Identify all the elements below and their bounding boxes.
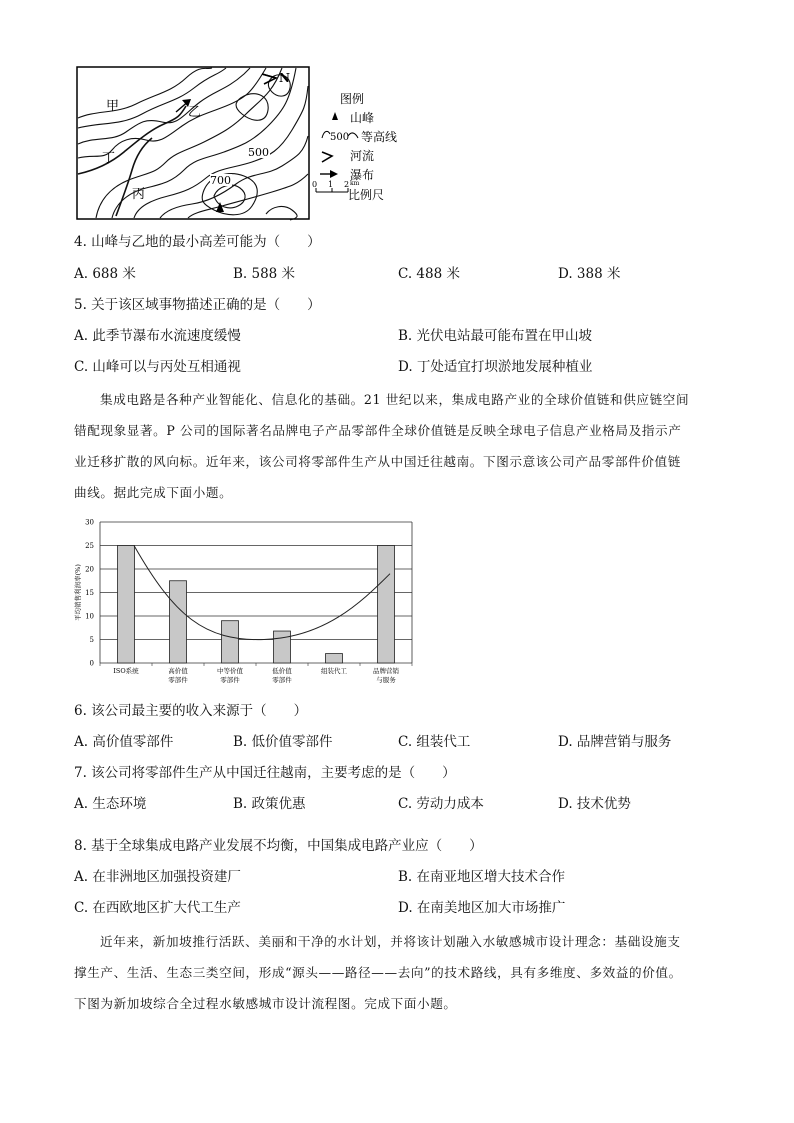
passage-1	[74, 384, 724, 508]
q8-stem: 8. 基于全球集成电路产业发展不均衡，中国集成电路产业应（ ）	[74, 838, 483, 854]
value-chain-chart-svg	[72, 512, 422, 692]
y-tick-label: 20	[85, 565, 94, 574]
place-jia: 甲	[106, 99, 120, 114]
contour-map-figure	[76, 66, 410, 224]
svg-text:km: km	[350, 180, 360, 187]
y-tick-label: 0	[89, 659, 94, 668]
x-tick-label: ISO系统	[113, 667, 139, 675]
value-chain-chart	[72, 512, 422, 692]
bar	[222, 621, 239, 663]
x-tick-label: 品牌营销	[373, 667, 399, 675]
y-tick-label: 30	[85, 518, 94, 527]
passage-2	[74, 926, 724, 1019]
x-tick-label: 零部件	[168, 676, 188, 684]
q6-option-c[interactable]: C. 组装代工	[398, 734, 471, 750]
q6-option-d[interactable]: D. 品牌营销与服务	[558, 734, 672, 750]
q7-option-a[interactable]: A. 生态环境	[74, 796, 147, 812]
x-tick-label: 高价值	[168, 667, 188, 675]
q5-option-a[interactable]: A. 此季节瀑布水流速度缓慢	[74, 328, 241, 344]
bar	[274, 631, 291, 663]
q6-stem: 6. 该公司最主要的收入来源于（ ）	[74, 703, 308, 719]
passage-1-line: 曲线。据此完成下面小题。	[74, 485, 233, 500]
passage-1-line: 错配现象显著。P 公司的国际著名品牌电子产品零部件全球价值链是反映全球电子信息产业格局及指示产	[74, 423, 682, 438]
passage-1-line: 集成电路是各种产业智能化、信息化的基础。21 世纪以来，集成电路产业的全球价值链和供应链空间	[100, 392, 690, 407]
y-tick-label: 10	[85, 612, 94, 621]
x-tick-label: 零部件	[220, 676, 240, 684]
q8-option-c[interactable]: C. 在西欧地区扩大代工生产	[74, 900, 241, 916]
q4-stem: 4. 山峰与乙地的最小高差可能为（ ）	[74, 234, 321, 250]
x-tick-label: 组装代工	[321, 667, 347, 675]
legend-title: 图例	[340, 92, 365, 106]
q5-option-c[interactable]: C. 山峰可以与丙处互相通视	[74, 359, 241, 375]
place-bing: 丙	[132, 187, 146, 202]
y-axis-label: 平均销售利润率(%)	[74, 564, 82, 621]
x-tick-label: 与服务	[376, 676, 396, 684]
svg-text:2: 2	[344, 180, 350, 189]
legend-river-icon	[322, 152, 332, 162]
q5-stem: 5. 关于该区域事物描述正确的是（ ）	[74, 297, 321, 313]
q8-option-d[interactable]: D. 在南美地区加大市场推广	[398, 900, 566, 916]
passage-2-line: 近年来，新加坡推行活跃、美丽和干净的水计划，并将该计划融入水敏感城市设计理念：基础设施支	[100, 934, 681, 949]
map-frame	[77, 67, 309, 219]
passage-2-line: 下图为新加坡综合全过程水敏感城市设计流程图。完成下面小题。	[74, 996, 457, 1011]
contour-label-700: 700	[210, 174, 231, 187]
contour-map	[76, 66, 410, 224]
x-tick-label: 低价值	[272, 667, 292, 675]
legend-contour-value: 500	[330, 132, 350, 143]
q7-option-c[interactable]: C. 劳动力成本	[398, 796, 484, 812]
bar	[118, 546, 135, 664]
q8-option-a[interactable]: A. 在非洲地区加强投资建厂	[74, 869, 241, 885]
place-ding: 丁	[102, 151, 116, 166]
legend-scale: 比例尺	[348, 188, 385, 202]
q7-option-d[interactable]: D. 技术优势	[558, 796, 631, 812]
q6-option-a[interactable]: A. 高价值零部件	[74, 734, 174, 750]
q4-option-d[interactable]: D. 388 米	[558, 266, 621, 282]
legend-peak-icon	[332, 112, 338, 120]
legend-waterfall: 瀑布	[350, 168, 375, 182]
svg-text:0: 0	[312, 180, 318, 189]
legend-contour: 等高线	[361, 130, 398, 144]
y-tick-label: 25	[85, 542, 94, 550]
legend-contour-icon	[322, 131, 330, 138]
bar	[170, 581, 187, 663]
y-tick-label: 15	[85, 589, 94, 597]
map-legend	[312, 91, 397, 202]
q4-option-c[interactable]: C. 488 米	[398, 266, 460, 282]
passage-1-line: 业迁移扩散的风向标。近年来，该公司将零部件生产从中国迁往越南。下图示意该公司产品零部件价值链	[74, 454, 681, 469]
passage-2-line: 撑生产、生活、生态三类空间，形成“源头——路径——去向”的技术路线，具有多维度、多效益的价值。	[74, 965, 682, 980]
contour-label-500: 500	[248, 146, 269, 159]
q5-option-d[interactable]: D. 丁处适宜打坝淤地发展种植业	[398, 359, 593, 375]
legend-waterfall-icon	[320, 170, 338, 178]
x-tick-label: 中等价值	[217, 667, 243, 675]
x-tick-label: 零部件	[272, 676, 292, 684]
q8-option-b[interactable]: B. 在南亚地区增大技术合作	[398, 869, 566, 885]
legend-peak: 山峰	[350, 111, 375, 125]
place-yi: 乙	[188, 105, 202, 120]
north-label: N	[279, 71, 290, 85]
bar	[326, 654, 343, 663]
q4-option-a[interactable]: A. 688 米	[74, 266, 136, 282]
q7-option-b[interactable]: B. 政策优惠	[233, 796, 306, 812]
q7-stem: 7. 该公司将零部件生产从中国迁往越南，主要考虑的是（ ）	[74, 765, 456, 781]
legend-river: 河流	[350, 149, 375, 163]
svg-text:1: 1	[328, 180, 334, 189]
y-tick-label: 5	[89, 636, 94, 644]
q5-option-b[interactable]: B. 光伏电站最可能布置在甲山坡	[398, 328, 593, 344]
q6-option-b[interactable]: B. 低价值零部件	[233, 734, 333, 750]
bar	[378, 546, 395, 664]
q4-option-b[interactable]: B. 588 米	[233, 266, 296, 282]
